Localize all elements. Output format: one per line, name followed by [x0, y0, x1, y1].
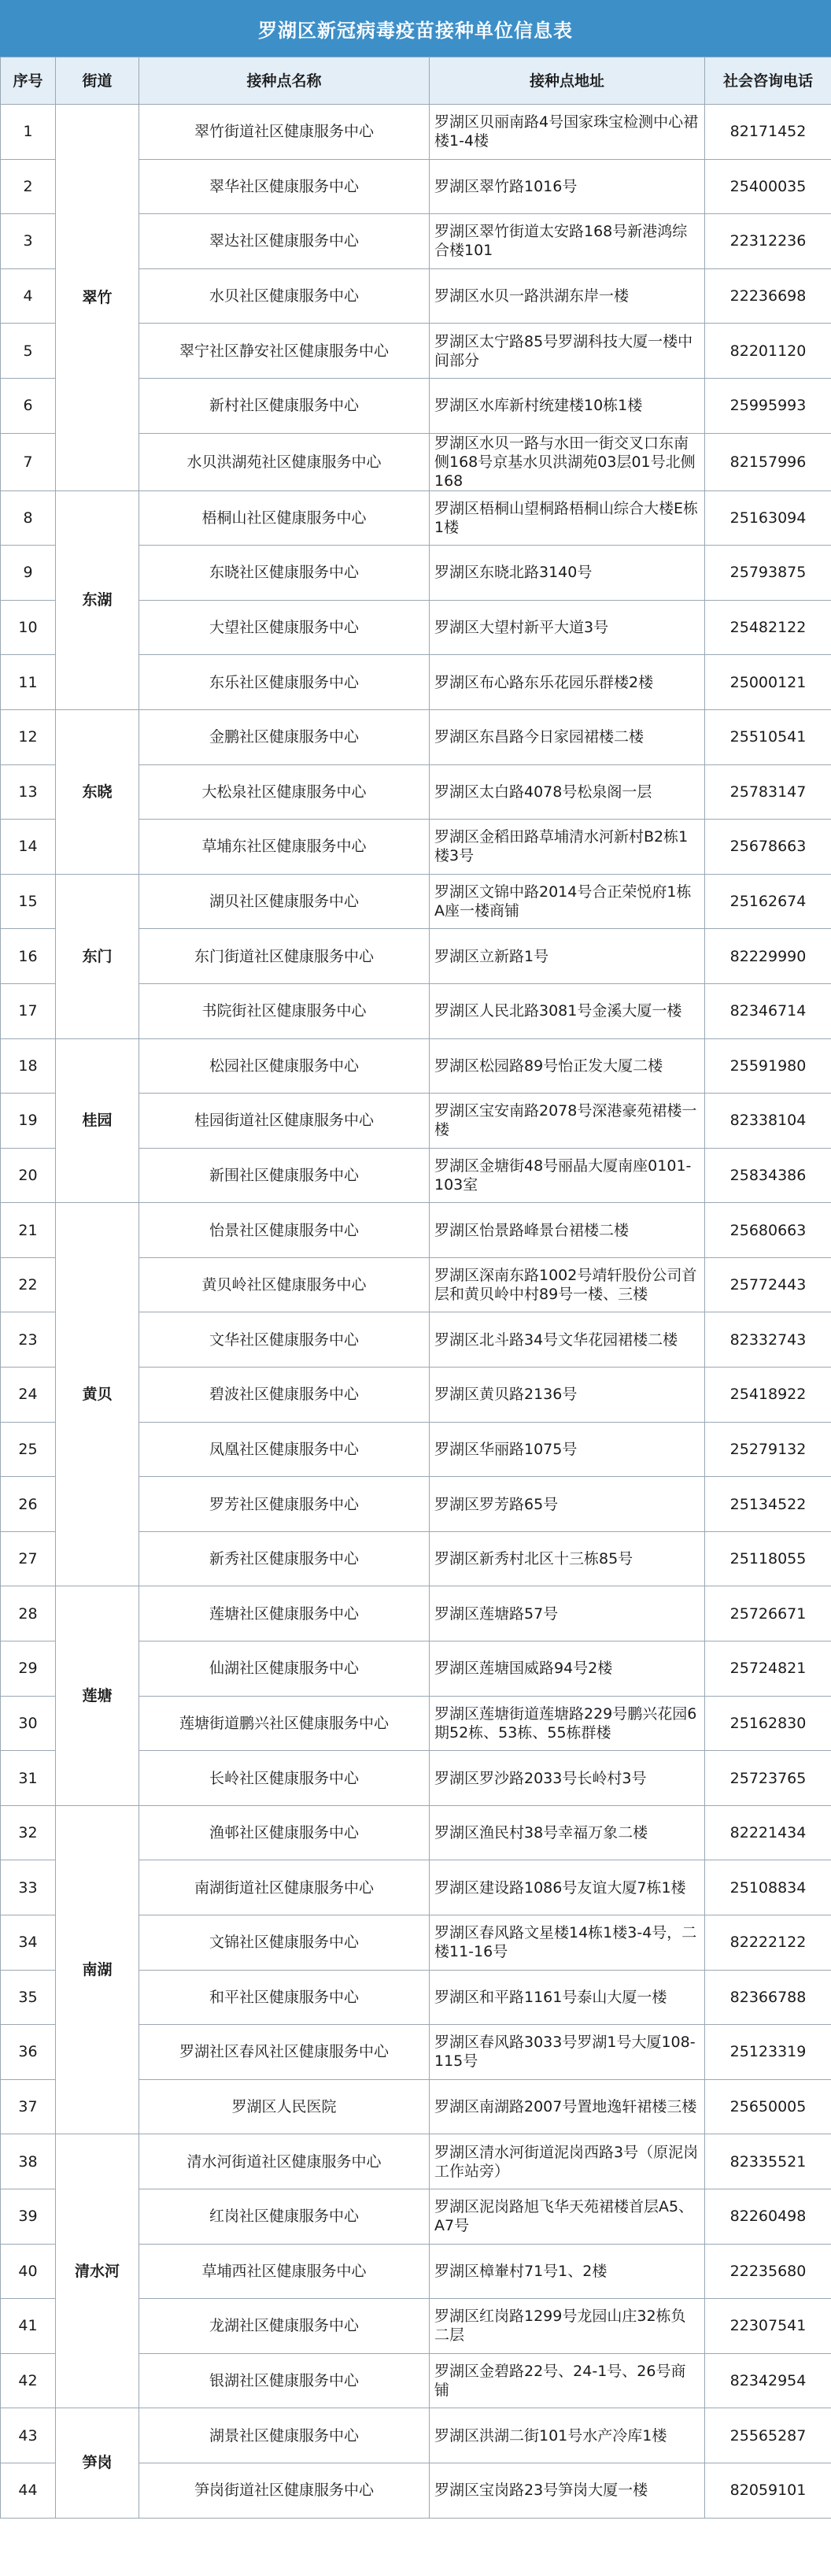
site-address-cell: 罗湖区华丽路1075号	[430, 1422, 705, 1477]
phone-cell: 82260498	[705, 2189, 831, 2244]
row-index: 39	[1, 2189, 56, 2244]
phone-cell: 25118055	[705, 1531, 831, 1586]
site-name-cell: 碧波社区健康服务中心	[139, 1368, 430, 1423]
site-name-cell: 怡景社区健康服务中心	[139, 1203, 430, 1258]
table-row	[1, 1038, 831, 1094]
table-body	[1, 105, 831, 2519]
row-index: 36	[1, 2025, 56, 2080]
phone-cell: 82157996	[705, 433, 831, 490]
site-address-cell: 罗湖区宝岗路23号笋岗大厦一楼	[430, 2463, 705, 2518]
site-name-cell: 水贝社区健康服务中心	[139, 268, 430, 324]
site-name-cell: 金鹏社区健康服务中心	[139, 709, 430, 764]
site-name-cell: 大望社区健康服务中心	[139, 600, 430, 655]
site-name-cell: 草埔西社区健康服务中心	[139, 2244, 430, 2299]
vaccination-units-table	[0, 57, 831, 2519]
street-cell: 黄贝	[56, 1203, 139, 1586]
site-name-cell: 龙湖社区健康服务中心	[139, 2299, 430, 2354]
phone-cell: 25279132	[705, 1422, 831, 1477]
site-address-cell: 罗湖区松园路89号怡正发大厦二楼	[430, 1038, 705, 1094]
table-header-row	[1, 57, 831, 105]
phone-cell: 22235680	[705, 2244, 831, 2299]
site-name-cell: 梧桐山社区健康服务中心	[139, 490, 430, 546]
column-header-index: 序号	[1, 57, 56, 105]
phone-cell: 25650005	[705, 2079, 831, 2134]
row-index: 30	[1, 1696, 56, 1751]
row-index: 23	[1, 1312, 56, 1368]
site-address-cell: 罗湖区南湖路2007号置地逸轩裙楼三楼	[430, 2079, 705, 2134]
row-index: 5	[1, 324, 56, 379]
row-index: 6	[1, 378, 56, 433]
row-index: 15	[1, 874, 56, 929]
phone-cell: 22307541	[705, 2299, 831, 2354]
phone-cell: 25678663	[705, 820, 831, 875]
site-name-cell: 翠宁社区静安社区健康服务中心	[139, 324, 430, 379]
site-name-cell: 文锦社区健康服务中心	[139, 1915, 430, 1971]
site-address-cell: 罗湖区深南东路1002号靖轩股份公司首层和黄贝岭中村89号一楼、三楼	[430, 1257, 705, 1312]
row-index: 12	[1, 709, 56, 764]
street-cell: 东门	[56, 874, 139, 1038]
site-address-cell: 罗湖区立新路1号	[430, 929, 705, 984]
phone-cell: 82221434	[705, 1805, 831, 1860]
site-name-cell: 翠竹街道社区健康服务中心	[139, 105, 430, 160]
phone-cell: 25162674	[705, 874, 831, 929]
street-cell: 清水河	[56, 2134, 139, 2408]
site-name-cell: 水贝洪湖苑社区健康服务中心	[139, 433, 430, 490]
site-address-cell: 罗湖区东昌路今日家园裙楼二楼	[430, 709, 705, 764]
site-address-cell: 罗湖区莲塘路57号	[430, 1586, 705, 1641]
row-index: 26	[1, 1477, 56, 1532]
phone-cell: 25565287	[705, 2408, 831, 2463]
site-name-cell: 松园社区健康服务中心	[139, 1038, 430, 1094]
site-name-cell: 新秀社区健康服务中心	[139, 1531, 430, 1586]
site-name-cell: 长岭社区健康服务中心	[139, 1751, 430, 1806]
site-address-cell: 罗湖区北斗路34号文华花园裙楼二楼	[430, 1312, 705, 1368]
site-name-cell: 新围社区健康服务中心	[139, 1148, 430, 1203]
row-index: 27	[1, 1531, 56, 1586]
site-name-cell: 文华社区健康服务中心	[139, 1312, 430, 1368]
street-cell: 莲塘	[56, 1586, 139, 1805]
phone-cell: 25108834	[705, 1860, 831, 1915]
phone-cell: 82201120	[705, 324, 831, 379]
row-index: 24	[1, 1368, 56, 1423]
phone-cell: 82332743	[705, 1312, 831, 1368]
table-row	[1, 1203, 831, 1258]
row-index: 41	[1, 2299, 56, 2354]
row-index: 19	[1, 1094, 56, 1149]
row-index: 42	[1, 2353, 56, 2408]
row-index: 18	[1, 1038, 56, 1094]
table-row	[1, 1805, 831, 1860]
site-name-cell: 湖贝社区健康服务中心	[139, 874, 430, 929]
phone-cell: 82342954	[705, 2353, 831, 2408]
table-row	[1, 2134, 831, 2189]
row-index: 32	[1, 1805, 56, 1860]
site-name-cell: 罗湖区人民医院	[139, 2079, 430, 2134]
table-row	[1, 105, 831, 160]
site-name-cell: 罗湖社区春风社区健康服务中心	[139, 2025, 430, 2080]
row-index: 31	[1, 1751, 56, 1806]
site-address-cell: 罗湖区金碧路22号、24-1号、26号商铺	[430, 2353, 705, 2408]
phone-cell: 25134522	[705, 1477, 831, 1532]
phone-cell: 22236698	[705, 268, 831, 324]
site-name-cell: 笋岗街道社区健康服务中心	[139, 2463, 430, 2518]
site-address-cell: 罗湖区梧桐山望桐路梧桐山综合大楼E栋1楼	[430, 490, 705, 546]
site-address-cell: 罗湖区黄贝路2136号	[430, 1368, 705, 1423]
row-index: 9	[1, 546, 56, 601]
phone-cell: 25783147	[705, 764, 831, 820]
phone-cell: 25793875	[705, 546, 831, 601]
table-title: 罗湖区新冠病毒疫苗接种单位信息表	[0, 0, 831, 57]
site-address-cell: 罗湖区渔民村38号幸福万象二楼	[430, 1805, 705, 1860]
row-index: 34	[1, 1915, 56, 1971]
site-address-cell: 罗湖区太白路4078号松泉阁一层	[430, 764, 705, 820]
site-name-cell: 莲塘社区健康服务中心	[139, 1586, 430, 1641]
row-index: 44	[1, 2463, 56, 2518]
site-name-cell: 翠达社区健康服务中心	[139, 214, 430, 269]
row-index: 22	[1, 1257, 56, 1312]
row-index: 38	[1, 2134, 56, 2189]
row-index: 16	[1, 929, 56, 984]
site-address-cell: 罗湖区红岗路1299号龙园山庄32栋负二层	[430, 2299, 705, 2354]
column-header-site-name: 接种点名称	[139, 57, 430, 105]
column-header-street: 街道	[56, 57, 139, 105]
site-address-cell: 罗湖区大望村新平大道3号	[430, 600, 705, 655]
phone-cell: 25162830	[705, 1696, 831, 1751]
phone-cell: 82222122	[705, 1915, 831, 1971]
street-cell: 桂园	[56, 1038, 139, 1203]
site-name-cell: 红岗社区健康服务中心	[139, 2189, 430, 2244]
site-name-cell: 和平社区健康服务中心	[139, 1970, 430, 2025]
row-index: 2	[1, 159, 56, 214]
site-address-cell: 罗湖区贝丽南路4号国家珠宝检测中心裙楼1-4楼	[430, 105, 705, 160]
site-address-cell: 罗湖区金稻田路草埔清水河新村B2栋1楼3号	[430, 820, 705, 875]
phone-cell: 82171452	[705, 105, 831, 160]
site-address-cell: 罗湖区东晓北路3140号	[430, 546, 705, 601]
phone-cell: 25482122	[705, 600, 831, 655]
phone-cell: 22312236	[705, 214, 831, 269]
site-name-cell: 东乐社区健康服务中心	[139, 655, 430, 710]
site-name-cell: 黄贝岭社区健康服务中心	[139, 1257, 430, 1312]
phone-cell: 25724821	[705, 1641, 831, 1697]
site-name-cell: 书院街社区健康服务中心	[139, 983, 430, 1038]
row-index: 17	[1, 983, 56, 1038]
row-index: 11	[1, 655, 56, 710]
street-cell: 笋岗	[56, 2408, 139, 2518]
phone-cell: 25510541	[705, 709, 831, 764]
site-address-cell: 罗湖区春风路3033号罗湖1号大厦108-115号	[430, 2025, 705, 2080]
site-address-cell: 罗湖区文锦中路2014号合正荣悦府1栋A座一楼商铺	[430, 874, 705, 929]
site-name-cell: 东门街道社区健康服务中心	[139, 929, 430, 984]
phone-cell: 25163094	[705, 490, 831, 546]
phone-cell: 25772443	[705, 1257, 831, 1312]
table-row	[1, 709, 831, 764]
site-address-cell: 罗湖区水贝一路洪湖东岸一楼	[430, 268, 705, 324]
row-index: 28	[1, 1586, 56, 1641]
row-index: 33	[1, 1860, 56, 1915]
street-cell: 东晓	[56, 709, 139, 874]
site-name-cell: 东晓社区健康服务中心	[139, 546, 430, 601]
site-address-cell: 罗湖区罗沙路2033号长岭村3号	[430, 1751, 705, 1806]
phone-cell: 82335521	[705, 2134, 831, 2189]
site-name-cell: 莲塘街道鹏兴社区健康服务中心	[139, 1696, 430, 1751]
site-address-cell: 罗湖区建设路1086号友谊大厦7栋1楼	[430, 1860, 705, 1915]
street-cell: 南湖	[56, 1805, 139, 2134]
column-header-phone: 社会咨询电话	[705, 57, 831, 105]
row-index: 10	[1, 600, 56, 655]
site-address-cell: 罗湖区金塘街48号丽晶大厦南座0101-103室	[430, 1148, 705, 1203]
table-row	[1, 490, 831, 546]
site-name-cell: 南湖街道社区健康服务中心	[139, 1860, 430, 1915]
phone-cell: 25680663	[705, 1203, 831, 1258]
site-address-cell: 罗湖区洪湖二街101号水产冷库1楼	[430, 2408, 705, 2463]
phone-cell: 25123319	[705, 2025, 831, 2080]
site-name-cell: 凤凰社区健康服务中心	[139, 1422, 430, 1477]
site-name-cell: 湖景社区健康服务中心	[139, 2408, 430, 2463]
row-index: 21	[1, 1203, 56, 1258]
site-name-cell: 新村社区健康服务中心	[139, 378, 430, 433]
site-name-cell: 草埔东社区健康服务中心	[139, 820, 430, 875]
row-index: 3	[1, 214, 56, 269]
row-index: 43	[1, 2408, 56, 2463]
site-address-cell: 罗湖区怡景路峰景台裙楼二楼	[430, 1203, 705, 1258]
row-index: 4	[1, 268, 56, 324]
table-row	[1, 2408, 831, 2463]
site-address-cell: 罗湖区布心路东乐花园乐群楼2楼	[430, 655, 705, 710]
row-index: 20	[1, 1148, 56, 1203]
row-index: 1	[1, 105, 56, 160]
row-index: 13	[1, 764, 56, 820]
street-cell: 翠竹	[56, 105, 139, 491]
row-index: 37	[1, 2079, 56, 2134]
site-address-cell: 罗湖区莲塘街道莲塘路229号鹏兴花园6期52栋、53栋、55栋群楼	[430, 1696, 705, 1751]
site-address-cell: 罗湖区泥岗路旭飞华天苑裙楼首层A5、A7号	[430, 2189, 705, 2244]
site-address-cell: 罗湖区樟輋村71号1、2楼	[430, 2244, 705, 2299]
site-address-cell: 罗湖区宝安南路2078号深港豪苑裙楼一楼	[430, 1094, 705, 1149]
site-name-cell: 仙湖社区健康服务中心	[139, 1641, 430, 1697]
phone-cell: 25726671	[705, 1586, 831, 1641]
phone-cell: 25400035	[705, 159, 831, 214]
phone-cell: 82338104	[705, 1094, 831, 1149]
site-name-cell: 翠华社区健康服务中心	[139, 159, 430, 214]
site-address-cell: 罗湖区清水河街道泥岗西路3号（原泥岗工作站旁）	[430, 2134, 705, 2189]
row-index: 29	[1, 1641, 56, 1697]
site-address-cell: 罗湖区莲塘国威路94号2楼	[430, 1641, 705, 1697]
site-name-cell: 罗芳社区健康服务中心	[139, 1477, 430, 1532]
site-address-cell: 罗湖区罗芳路65号	[430, 1477, 705, 1532]
phone-cell: 25995993	[705, 378, 831, 433]
table-row	[1, 1586, 831, 1641]
column-header-site-address: 接种点地址	[430, 57, 705, 105]
site-address-cell: 罗湖区人民北路3081号金溪大厦一楼	[430, 983, 705, 1038]
site-address-cell: 罗湖区翠竹街道太安路168号新港鸿综合楼101	[430, 214, 705, 269]
site-name-cell: 清水河街道社区健康服务中心	[139, 2134, 430, 2189]
site-address-cell: 罗湖区翠竹路1016号	[430, 159, 705, 214]
phone-cell: 82346714	[705, 983, 831, 1038]
site-address-cell: 罗湖区太宁路85号罗湖科技大厦一楼中间部分	[430, 324, 705, 379]
site-address-cell: 罗湖区春风路文星楼14栋1楼3-4号，二楼11-16号	[430, 1915, 705, 1971]
row-index: 40	[1, 2244, 56, 2299]
phone-cell: 25723765	[705, 1751, 831, 1806]
site-name-cell: 桂园街道社区健康服务中心	[139, 1094, 430, 1149]
site-address-cell: 罗湖区新秀村北区十三栋85号	[430, 1531, 705, 1586]
site-address-cell: 罗湖区和平路1161号泰山大厦一楼	[430, 1970, 705, 2025]
phone-cell: 82366788	[705, 1970, 831, 2025]
table-row	[1, 874, 831, 929]
site-address-cell: 罗湖区水贝一路与水田一街交叉口东南侧168号京基水贝洪湖苑03层01号北侧168	[430, 433, 705, 490]
row-index: 35	[1, 1970, 56, 2025]
phone-cell: 25591980	[705, 1038, 831, 1094]
site-address-cell: 罗湖区水库新村统建楼10栋1楼	[430, 378, 705, 433]
site-name-cell: 银湖社区健康服务中心	[139, 2353, 430, 2408]
row-index: 7	[1, 433, 56, 490]
phone-cell: 82229990	[705, 929, 831, 984]
phone-cell: 82059101	[705, 2463, 831, 2518]
site-name-cell: 大松泉社区健康服务中心	[139, 764, 430, 820]
phone-cell: 25000121	[705, 655, 831, 710]
row-index: 8	[1, 490, 56, 546]
row-index: 14	[1, 820, 56, 875]
site-name-cell: 渔邨社区健康服务中心	[139, 1805, 430, 1860]
street-cell: 东湖	[56, 490, 139, 709]
phone-cell: 25418922	[705, 1368, 831, 1423]
row-index: 25	[1, 1422, 56, 1477]
phone-cell: 25834386	[705, 1148, 831, 1203]
